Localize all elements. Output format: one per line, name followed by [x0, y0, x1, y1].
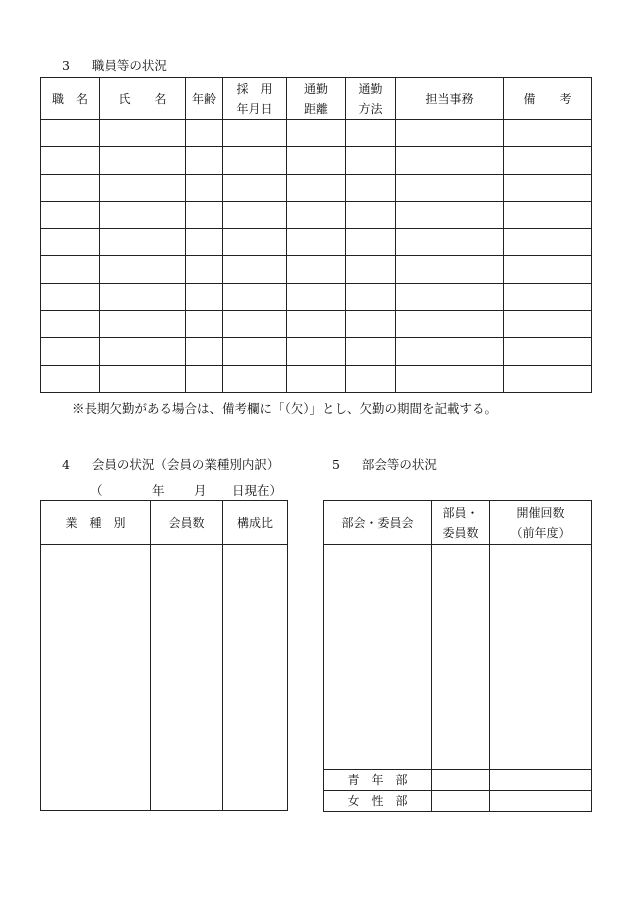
women-members-cell[interactable]	[432, 791, 490, 812]
header-meeting-count: 開催回数 （前年度）	[490, 501, 592, 545]
age-cell[interactable]	[186, 338, 223, 365]
table-row	[41, 256, 592, 283]
hire-date-cell[interactable]	[223, 256, 287, 283]
table-row	[41, 147, 592, 174]
age-cell[interactable]	[186, 229, 223, 256]
header-member-count: 会員数	[151, 501, 223, 545]
commute-method-cell[interactable]	[346, 283, 396, 310]
name-cell[interactable]	[100, 311, 186, 338]
commute-distance-cell[interactable]	[287, 256, 346, 283]
duties-cell[interactable]	[396, 174, 504, 201]
table-row	[41, 120, 592, 147]
age-cell[interactable]	[186, 283, 223, 310]
committee-name-cell[interactable]	[324, 545, 432, 770]
section4-number: 4	[62, 457, 70, 472]
duties-cell[interactable]	[396, 283, 504, 310]
header-name: 氏 名	[100, 78, 186, 120]
women-division-row	[324, 791, 592, 812]
member-table-body	[41, 545, 288, 811]
section5-title: 部会等の状況	[361, 457, 437, 472]
position-cell[interactable]	[41, 229, 100, 256]
section5-number: 5	[332, 457, 340, 472]
duties-cell[interactable]	[396, 338, 504, 365]
name-cell[interactable]	[100, 201, 186, 228]
duties-cell[interactable]	[396, 365, 504, 392]
committee-table-body	[324, 545, 592, 770]
section4-title: 会員の状況（会員の業種別内訳）	[91, 457, 280, 472]
name-cell[interactable]	[100, 338, 186, 365]
committee-table-header	[324, 501, 592, 545]
table-row	[41, 174, 592, 201]
section5-heading	[332, 455, 437, 473]
header-commute-distance: 通勤 距離	[287, 78, 346, 120]
header-hire-date: 採 用 年月日	[223, 78, 287, 120]
name-cell[interactable]	[100, 365, 186, 392]
duties-cell[interactable]	[396, 147, 504, 174]
position-cell[interactable]	[41, 311, 100, 338]
commute-distance-cell[interactable]	[287, 147, 346, 174]
commute-method-cell[interactable]	[346, 365, 396, 392]
position-cell[interactable]	[41, 256, 100, 283]
table-row	[41, 338, 592, 365]
header-committee-members: 部員・ 委員数	[432, 501, 490, 545]
header-industry: 業 種 別	[41, 501, 151, 545]
header-commute-method: 通勤 方法	[346, 78, 396, 120]
name-cell[interactable]	[100, 283, 186, 310]
commute-method-cell[interactable]	[346, 147, 396, 174]
name-cell[interactable]	[100, 147, 186, 174]
ratio-cell[interactable]	[223, 545, 288, 811]
member-table-header	[41, 501, 288, 545]
section3-heading	[62, 56, 167, 74]
table-row	[41, 201, 592, 228]
commute-distance-cell[interactable]	[287, 174, 346, 201]
remarks-cell[interactable]	[504, 229, 592, 256]
women-division-label: 女 性 部	[324, 791, 432, 812]
position-cell[interactable]	[41, 147, 100, 174]
commute-distance-cell[interactable]	[287, 120, 346, 147]
hire-date-cell[interactable]	[223, 311, 287, 338]
position-cell[interactable]	[41, 365, 100, 392]
commute-method-cell[interactable]	[346, 201, 396, 228]
name-cell[interactable]	[100, 229, 186, 256]
absence-note: ※長期欠勤がある場合は、備考欄に「（欠）」とし、欠勤の期間を記載する。	[72, 401, 498, 416]
youth-division-row	[324, 770, 592, 791]
commute-distance-cell[interactable]	[287, 311, 346, 338]
commute-method-cell[interactable]	[346, 338, 396, 365]
position-cell[interactable]	[41, 338, 100, 365]
name-cell[interactable]	[100, 120, 186, 147]
name-cell[interactable]	[100, 256, 186, 283]
remarks-cell[interactable]	[504, 147, 592, 174]
commute-method-cell[interactable]	[346, 229, 396, 256]
position-cell[interactable]	[41, 201, 100, 228]
commute-distance-cell[interactable]	[287, 338, 346, 365]
date-day-label: 日現在）	[232, 483, 283, 498]
committee-table	[323, 500, 592, 812]
date-open-paren: （	[90, 483, 103, 498]
as-of-date-line	[90, 481, 103, 499]
table-row	[41, 283, 592, 310]
age-cell[interactable]	[186, 174, 223, 201]
remarks-cell[interactable]	[504, 311, 592, 338]
header-ratio: 構成比	[223, 501, 288, 545]
youth-members-cell[interactable]	[432, 770, 490, 791]
age-cell[interactable]	[186, 311, 223, 338]
staff-table	[40, 77, 592, 393]
commute-distance-cell[interactable]	[287, 201, 346, 228]
commute-distance-cell[interactable]	[287, 283, 346, 310]
age-cell[interactable]	[186, 147, 223, 174]
youth-division-label: 青 年 部	[324, 770, 432, 791]
table-row	[41, 365, 592, 392]
age-cell[interactable]	[186, 256, 223, 283]
commute-distance-cell[interactable]	[287, 365, 346, 392]
industry-cell[interactable]	[41, 545, 151, 811]
section3-number: 3	[62, 58, 70, 73]
hire-date-cell[interactable]	[223, 120, 287, 147]
remarks-cell[interactable]	[504, 120, 592, 147]
position-cell[interactable]	[41, 120, 100, 147]
women-meetings-cell[interactable]	[490, 791, 592, 812]
header-committee: 部会・委員会	[324, 501, 432, 545]
remarks-cell[interactable]	[504, 256, 592, 283]
duties-cell[interactable]	[396, 229, 504, 256]
remarks-cell[interactable]	[504, 201, 592, 228]
hire-date-cell[interactable]	[223, 229, 287, 256]
section3-title: 職員等の状況	[91, 58, 167, 73]
remarks-cell[interactable]	[504, 365, 592, 392]
duties-cell[interactable]	[396, 201, 504, 228]
hire-date-cell[interactable]	[223, 365, 287, 392]
header-age: 年齢	[186, 78, 223, 120]
remarks-cell[interactable]	[504, 174, 592, 201]
commute-method-cell[interactable]	[346, 256, 396, 283]
hire-date-cell[interactable]	[223, 147, 287, 174]
commute-method-cell[interactable]	[346, 311, 396, 338]
hire-date-cell[interactable]	[223, 338, 287, 365]
hire-date-cell[interactable]	[223, 283, 287, 310]
duties-cell[interactable]	[396, 311, 504, 338]
position-cell[interactable]	[41, 174, 100, 201]
staff-table-header	[41, 78, 592, 120]
remarks-cell[interactable]	[504, 283, 592, 310]
age-cell[interactable]	[186, 120, 223, 147]
section4-heading	[62, 455, 279, 473]
hire-date-cell[interactable]	[223, 174, 287, 201]
header-position: 職 名	[41, 78, 100, 120]
name-cell[interactable]	[100, 174, 186, 201]
position-cell[interactable]	[41, 283, 100, 310]
committee-members-cell[interactable]	[432, 545, 490, 770]
commute-method-cell[interactable]	[346, 120, 396, 147]
youth-meetings-cell[interactable]	[490, 770, 592, 791]
duties-cell[interactable]	[396, 256, 504, 283]
meeting-count-cell[interactable]	[490, 545, 592, 770]
date-month-label: 月	[194, 483, 207, 498]
date-year-label: 年	[152, 483, 165, 498]
duties-cell[interactable]	[396, 120, 504, 147]
age-cell[interactable]	[186, 365, 223, 392]
header-duties: 担当事務	[396, 78, 504, 120]
table-row	[41, 311, 592, 338]
commute-distance-cell[interactable]	[287, 229, 346, 256]
hire-date-cell[interactable]	[223, 201, 287, 228]
header-remarks: 備 考	[504, 78, 592, 120]
member-count-cell[interactable]	[151, 545, 223, 811]
commute-method-cell[interactable]	[346, 174, 396, 201]
remarks-cell[interactable]	[504, 338, 592, 365]
member-table	[40, 500, 288, 811]
age-cell[interactable]	[186, 201, 223, 228]
table-row	[41, 229, 592, 256]
